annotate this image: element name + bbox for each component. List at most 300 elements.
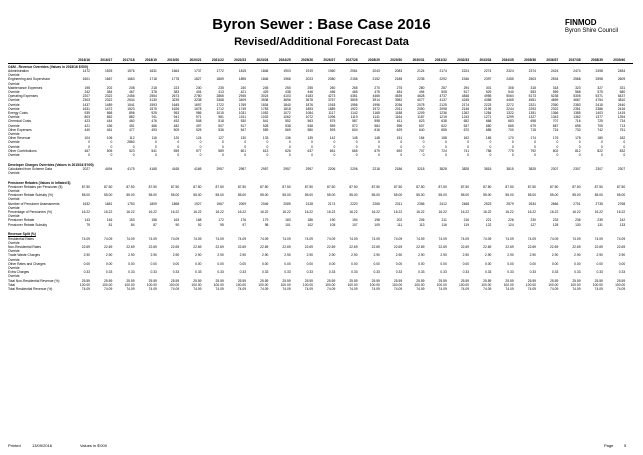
table-cell: 22.69 xyxy=(327,244,336,249)
table-cell: 2307 xyxy=(573,166,581,171)
table-cell: 0.33 xyxy=(551,270,559,275)
table-cell: 74.09 xyxy=(81,286,90,291)
table-cell: 2274 xyxy=(484,68,492,73)
table-cell: 25.59 xyxy=(572,278,581,283)
table-cell: 3815 xyxy=(506,166,514,171)
table-cell: 981 xyxy=(218,115,224,120)
table-cell: 25.59 xyxy=(148,278,157,283)
table-cell: 679 xyxy=(374,148,380,153)
table-cell: 1119 xyxy=(350,115,358,120)
table-cell: 55.00 xyxy=(237,193,247,198)
table-cell: 3982 xyxy=(394,98,403,103)
table-cell: 505 xyxy=(441,89,447,94)
table-cell: 493 xyxy=(151,127,157,132)
table-cell: 1840 xyxy=(283,102,291,107)
table-cell: 100.00 xyxy=(459,282,470,287)
table-cell: 16.22 xyxy=(460,210,470,215)
table-cell: 87.50 xyxy=(616,184,626,189)
table-cell: 0.33 xyxy=(284,270,291,275)
table-cell: 1960 xyxy=(327,68,336,73)
table-cell: 4361 xyxy=(350,94,358,99)
table-cell: 0 xyxy=(556,140,559,145)
table-cell: 1236 xyxy=(439,110,447,115)
table-cell: 0 xyxy=(556,152,559,157)
table-cell: 0.00 xyxy=(418,261,425,266)
table-cell: 87 xyxy=(153,222,157,227)
table-cell: 1853 xyxy=(305,106,313,111)
table-cell: 5371 xyxy=(595,94,603,99)
table-cell: 0.00 xyxy=(105,261,113,266)
table-cell: 724 xyxy=(441,148,447,153)
table-cell: 0.00 xyxy=(195,261,202,266)
table-cell: 22.69 xyxy=(193,244,202,249)
table-cell: 509 xyxy=(173,127,180,132)
table-cell: 0 xyxy=(199,152,202,157)
table-cell: 3409 xyxy=(238,98,247,103)
table-cell: 0 xyxy=(311,140,313,145)
table-cell: 2036/37 xyxy=(546,58,559,62)
section-heading-label: Pensioner Rebates (Values in Inflated $) xyxy=(8,180,71,185)
table-cell: 525 xyxy=(195,127,202,132)
table-cell: 0 xyxy=(333,140,336,145)
table-cell: 423 xyxy=(84,119,90,124)
table-cell: 3815 xyxy=(484,166,492,171)
table-cell: 2031/32 xyxy=(434,58,447,62)
table-cell: 22.69 xyxy=(148,244,157,249)
table-cell: 0.00 xyxy=(618,261,626,266)
table-cell: 74.09 xyxy=(460,286,470,291)
table-cell: 55.00 xyxy=(393,193,403,198)
row-label: Overide xyxy=(8,144,20,149)
row-label: Overide xyxy=(8,73,20,78)
table-cell: 55.00 xyxy=(349,193,358,198)
table-cell: 2174 xyxy=(327,201,336,206)
table-cell: 1827 xyxy=(194,77,202,82)
table-cell: 22.69 xyxy=(215,244,224,249)
table-cell: 0 xyxy=(288,140,291,145)
table-cell: 22.69 xyxy=(349,244,358,249)
table-cell: 111 xyxy=(397,222,403,227)
table-cell: 87.50 xyxy=(572,184,581,189)
table-cell: 436 xyxy=(106,123,113,128)
table-cell: 2484 xyxy=(617,68,626,73)
table-cell: 2503 xyxy=(528,77,536,82)
table-cell: 1681 xyxy=(104,201,113,206)
table-cell: 182 xyxy=(619,136,626,141)
table-cell: 679 xyxy=(530,123,536,128)
table-cell: 1165 xyxy=(372,110,380,115)
table-cell: 1243 xyxy=(461,115,470,120)
table-cell: 239 xyxy=(597,218,603,223)
table-cell: 16.22 xyxy=(349,210,358,215)
table-cell: 74.09 xyxy=(505,286,514,291)
table-cell: 3130 xyxy=(149,98,157,103)
table-cell: 1472 xyxy=(104,106,113,111)
table-cell: 2021/22 xyxy=(211,58,224,62)
table-cell: 1718 xyxy=(149,77,157,82)
table-cell: 0.33 xyxy=(328,270,336,275)
table-cell: 724 xyxy=(552,127,559,132)
table-cell: 2455 xyxy=(506,77,514,82)
table-cell: 0 xyxy=(422,140,425,145)
table-cell: 2.90 xyxy=(328,253,336,258)
table-cell: 1141 xyxy=(372,115,380,120)
table-cell: 1632 xyxy=(82,201,90,206)
printed-label: Printed xyxy=(8,443,21,448)
table-cell: 1052 xyxy=(261,110,269,115)
table-cell: 25.59 xyxy=(393,278,403,283)
table-cell: 2456 xyxy=(127,94,135,99)
table-cell: 74.09 xyxy=(393,236,403,241)
table-cell: 287 xyxy=(441,85,447,90)
table-cell: 2307 xyxy=(617,166,626,171)
table-cell: 202 xyxy=(396,218,403,223)
table-cell: 2023 xyxy=(305,77,313,82)
table-cell: 25.59 xyxy=(616,278,626,283)
table-cell: 2124 xyxy=(417,68,425,73)
table-cell: 100.00 xyxy=(236,282,247,287)
table-cell: 4667 xyxy=(573,98,581,103)
table-cell: 16.22 xyxy=(104,210,113,215)
table-cell: 0.33 xyxy=(618,270,626,275)
table-cell: 2218 xyxy=(372,166,380,171)
table-cell: 55.00 xyxy=(416,193,425,198)
table-cell: 2673 xyxy=(171,94,180,99)
table-cell: 2083 xyxy=(394,68,403,73)
table-cell: 116 xyxy=(441,222,447,227)
table-cell: 523 xyxy=(129,148,135,153)
table-cell: 74.09 xyxy=(460,236,470,241)
table-cell: 242 xyxy=(84,89,90,94)
table-cell: 0 xyxy=(601,140,603,145)
table-cell: 2019/20 xyxy=(167,58,180,62)
table-cell: 0 xyxy=(467,140,470,145)
table-cell: 547 xyxy=(240,127,247,132)
table-cell: 1576 xyxy=(127,68,135,73)
table-cell: 0 xyxy=(177,152,180,157)
table-cell: 55.00 xyxy=(215,193,224,198)
table-cell: 3024 xyxy=(261,94,269,99)
table-cell: 2.90 xyxy=(172,253,180,258)
table-cell: 74.09 xyxy=(594,236,603,241)
table-cell: 74.09 xyxy=(148,236,157,241)
table-cell: 1869 xyxy=(216,77,224,82)
table-cell: 0.33 xyxy=(195,270,202,275)
table-cell: 4754 xyxy=(595,98,603,103)
table-cell: 0.00 xyxy=(373,261,380,266)
table-cell: 55.00 xyxy=(327,193,336,198)
table-cell: 265 xyxy=(352,85,358,90)
table-cell: 178 xyxy=(575,136,581,141)
table-cell: 1918 xyxy=(327,102,336,107)
table-cell: 260 xyxy=(329,85,336,90)
table-cell: 2020/21 xyxy=(189,58,202,62)
table-cell: 541 xyxy=(151,148,157,153)
row-label: Overide xyxy=(8,123,20,128)
table-cell: 22.69 xyxy=(237,244,247,249)
table-cell: 1117 xyxy=(328,110,336,115)
table-cell: 2.90 xyxy=(484,253,492,258)
table-cell: 79 xyxy=(86,222,90,227)
table-cell: 55.00 xyxy=(616,193,626,198)
table-cell: 0 xyxy=(199,140,202,145)
table-cell: 2324 xyxy=(506,68,514,73)
table-cell: 655 xyxy=(441,127,447,132)
table-cell: 0.33 xyxy=(484,270,492,275)
table-cell: 2701 xyxy=(573,201,581,206)
table-cell: 0 xyxy=(132,152,135,157)
table-cell: 55.00 xyxy=(193,193,202,198)
table-cell: 598 xyxy=(374,119,380,124)
table-cell: 74.09 xyxy=(327,286,336,291)
table-cell: 1209 xyxy=(417,110,425,115)
table-cell: 687 xyxy=(552,123,559,128)
table-cell: 4955 xyxy=(484,94,492,99)
table-cell: 580 xyxy=(619,89,626,94)
page-label: Page xyxy=(604,443,614,448)
table-cell: 0 xyxy=(623,144,626,149)
table-cell: 2125 xyxy=(439,102,447,107)
header-divider xyxy=(8,63,633,64)
table-cell: 1362 xyxy=(573,115,581,120)
table-cell: 16.22 xyxy=(126,210,135,215)
table-cell: 16.22 xyxy=(282,210,291,215)
table-cell: 315 xyxy=(530,85,536,90)
table-cell: 822 xyxy=(597,148,603,153)
table-cell: 16.22 xyxy=(527,210,536,215)
table-cell: 2034/35 xyxy=(501,58,514,62)
table-cell: 1489 xyxy=(104,102,113,107)
table-cell: 2579 xyxy=(506,201,514,206)
table-cell: 383 xyxy=(173,89,180,94)
table-cell: 2146 xyxy=(461,106,470,111)
table-cell: 331 xyxy=(619,85,626,90)
table-cell: 1809 xyxy=(149,201,157,206)
table-cell: 22.69 xyxy=(371,244,380,249)
table-cell: 74.09 xyxy=(193,236,202,241)
table-cell: 713 xyxy=(619,123,626,128)
table-cell: 104 xyxy=(84,136,90,141)
table-cell: 74.09 xyxy=(616,286,626,291)
table-cell: 4137 xyxy=(439,98,447,103)
table-cell: 685 xyxy=(485,127,492,132)
table-cell: 2.90 xyxy=(306,253,313,258)
table-cell: 100.00 xyxy=(548,282,559,287)
row-label: Total Non-Residential Revenue (%) xyxy=(8,278,60,283)
table-cell: 601 xyxy=(240,148,247,153)
table-cell: 22.69 xyxy=(104,244,113,249)
table-cell: 5238 xyxy=(550,94,559,99)
row-label: Overide xyxy=(8,249,20,254)
table-cell: 240 xyxy=(240,85,247,90)
table-cell: 0 xyxy=(288,144,291,149)
table-cell: 2322 xyxy=(104,94,113,99)
table-cell: 622 xyxy=(441,123,447,128)
table-cell: 1737 xyxy=(194,68,202,73)
table-cell: 607 xyxy=(418,123,425,128)
table-cell: 492 xyxy=(173,119,180,124)
table-cell: 517 xyxy=(463,89,470,94)
table-cell: 87.50 xyxy=(416,184,425,189)
row-label: Non-Residential Rates xyxy=(8,244,41,249)
table-cell: 87.50 xyxy=(438,184,447,189)
table-cell: 100.00 xyxy=(503,282,514,287)
table-cell: 1187 xyxy=(417,115,425,120)
table-cell: 87.50 xyxy=(327,184,336,189)
row-label: Overide xyxy=(8,98,20,103)
table-cell: 22.69 xyxy=(572,244,581,249)
table-cell: 100.00 xyxy=(79,282,90,287)
row-label: Overide xyxy=(8,170,20,175)
table-cell: 0.33 xyxy=(462,270,470,275)
row-label: Overide xyxy=(8,102,20,107)
table-cell: 4539 xyxy=(394,94,403,99)
table-cell: 715 xyxy=(530,127,536,132)
table-cell: 507 xyxy=(218,123,224,128)
table-cell: 2634 xyxy=(127,98,135,103)
table-cell: 22.69 xyxy=(81,244,90,249)
table-cell: 2185 xyxy=(394,77,403,82)
table-cell: 529 xyxy=(485,89,492,94)
table-cell: 74.09 xyxy=(371,286,380,291)
table-cell: 611 xyxy=(396,119,403,124)
table-cell: 3914 xyxy=(372,98,380,103)
table-cell: 2030/31 xyxy=(412,58,425,62)
table-cell: 0.00 xyxy=(261,261,269,266)
table-cell: 2383 xyxy=(573,102,581,107)
table-cell: 124 xyxy=(508,222,514,227)
table-cell: 0.33 xyxy=(172,270,180,275)
table-cell: 100.00 xyxy=(124,282,135,287)
table-cell: 2415 xyxy=(595,102,603,107)
table-cell: 74.09 xyxy=(416,236,425,241)
table-cell: 100.00 xyxy=(213,282,224,287)
table-cell: 0 xyxy=(578,144,581,149)
table-cell: 2.90 xyxy=(574,253,581,258)
table-cell: 2735 xyxy=(595,201,603,206)
table-cell: 2080 xyxy=(327,77,336,82)
table-cell: 22.69 xyxy=(282,244,291,249)
table-cell: 0.00 xyxy=(395,261,403,266)
row-label: Total Residential Revenue (%) xyxy=(8,286,53,291)
table-cell: 461 xyxy=(106,127,113,132)
table-cell: 128 xyxy=(552,222,559,227)
table-cell: 235 xyxy=(218,85,224,90)
table-cell: 456 xyxy=(329,89,336,94)
table-cell: 2311 xyxy=(395,201,403,206)
table-cell: 2.90 xyxy=(618,253,626,258)
table-cell: 2.90 xyxy=(440,253,447,258)
table-cell: 692 xyxy=(396,148,403,153)
table-cell: 0 xyxy=(578,152,581,157)
table-cell: 25.59 xyxy=(371,278,380,283)
table-cell: 127 xyxy=(218,136,224,141)
table-cell: 211 xyxy=(441,218,447,223)
table-cell: 0 xyxy=(534,144,536,149)
table-cell: 146 xyxy=(106,218,113,223)
table-cell: 4077 xyxy=(417,98,425,103)
table-cell: 2037/38 xyxy=(568,58,581,62)
table-cell: 0 xyxy=(221,140,224,145)
table-cell: 2050 xyxy=(417,106,425,111)
table-cell: 1084 xyxy=(305,110,313,115)
table-cell: 2468 xyxy=(461,201,470,206)
table-cell: 198 xyxy=(374,218,380,223)
table-cell: 1712 xyxy=(216,106,224,111)
table-cell: 74.09 xyxy=(550,286,559,291)
table-cell: 1772 xyxy=(216,68,224,73)
table-cell: 0.00 xyxy=(507,261,514,266)
table-cell: 1956 xyxy=(350,102,358,107)
table-cell: 74.09 xyxy=(438,286,447,291)
table-cell: 16.22 xyxy=(327,210,336,215)
table-cell: 87.50 xyxy=(237,184,247,189)
table-cell: 698 xyxy=(575,123,581,128)
table-cell: 476 xyxy=(151,119,157,124)
table-cell: 1645 xyxy=(171,102,180,107)
table-cell: 74.09 xyxy=(371,236,380,241)
table-cell: 3218 xyxy=(417,166,425,171)
table-cell: 484 xyxy=(396,89,403,94)
table-cell: 623 xyxy=(418,119,425,124)
table-cell: 2303 xyxy=(82,98,90,103)
table-cell: 0.00 xyxy=(328,261,336,266)
table-cell: 1284 xyxy=(484,110,492,115)
row-label: Overide xyxy=(8,106,20,111)
table-cell: 0 xyxy=(623,140,626,145)
table-cell: 1663 xyxy=(127,77,135,82)
row-label: Energy Costs xyxy=(8,110,28,115)
table-cell: 3825 xyxy=(528,166,536,171)
table-cell: 0.00 xyxy=(351,261,358,266)
table-cell: 4628 xyxy=(417,94,425,99)
table-cell: 0 xyxy=(601,152,603,157)
table-cell: 2780 xyxy=(194,94,202,99)
table-cell: 0.00 xyxy=(172,261,180,266)
table-cell: 130 xyxy=(240,136,247,141)
table-cell: 508 xyxy=(195,119,202,124)
table-cell: 4183 xyxy=(305,94,313,99)
table-cell: 2022/23 xyxy=(234,58,247,62)
table-cell: 707 xyxy=(552,119,559,124)
table-cell: 95 xyxy=(220,222,224,227)
table-cell: 911 xyxy=(151,115,157,120)
table-cell: 572 xyxy=(352,123,358,128)
table-cell: 0 xyxy=(511,144,514,149)
table-cell: 616 xyxy=(374,127,380,132)
table-cell: 2046 xyxy=(261,201,269,206)
table-cell: 179 xyxy=(262,218,269,223)
table-cell: 552 xyxy=(285,119,291,124)
table-cell: 1889 xyxy=(327,106,336,111)
table-cell: 25.59 xyxy=(416,278,425,283)
table-cell: 4103 xyxy=(283,94,291,99)
table-cell: 0.33 xyxy=(306,270,313,275)
table-cell: 559 xyxy=(329,123,336,128)
table-cell: 221 xyxy=(485,218,492,223)
row-label: Pensioner Rebate Subsidy (%) xyxy=(8,193,54,198)
table-cell: 4465 xyxy=(372,94,380,99)
table-cell: 670 xyxy=(463,127,470,132)
table-cell: 87.50 xyxy=(527,184,536,189)
table-cell: 1678 xyxy=(194,106,202,111)
table-cell: 230 xyxy=(530,218,536,223)
table-cell: 538 xyxy=(285,123,291,128)
table-cell: 2523 xyxy=(484,201,492,206)
table-cell: 0 xyxy=(221,144,224,149)
table-cell: 100.00 xyxy=(570,282,581,287)
table-cell: 0.33 xyxy=(574,270,581,275)
